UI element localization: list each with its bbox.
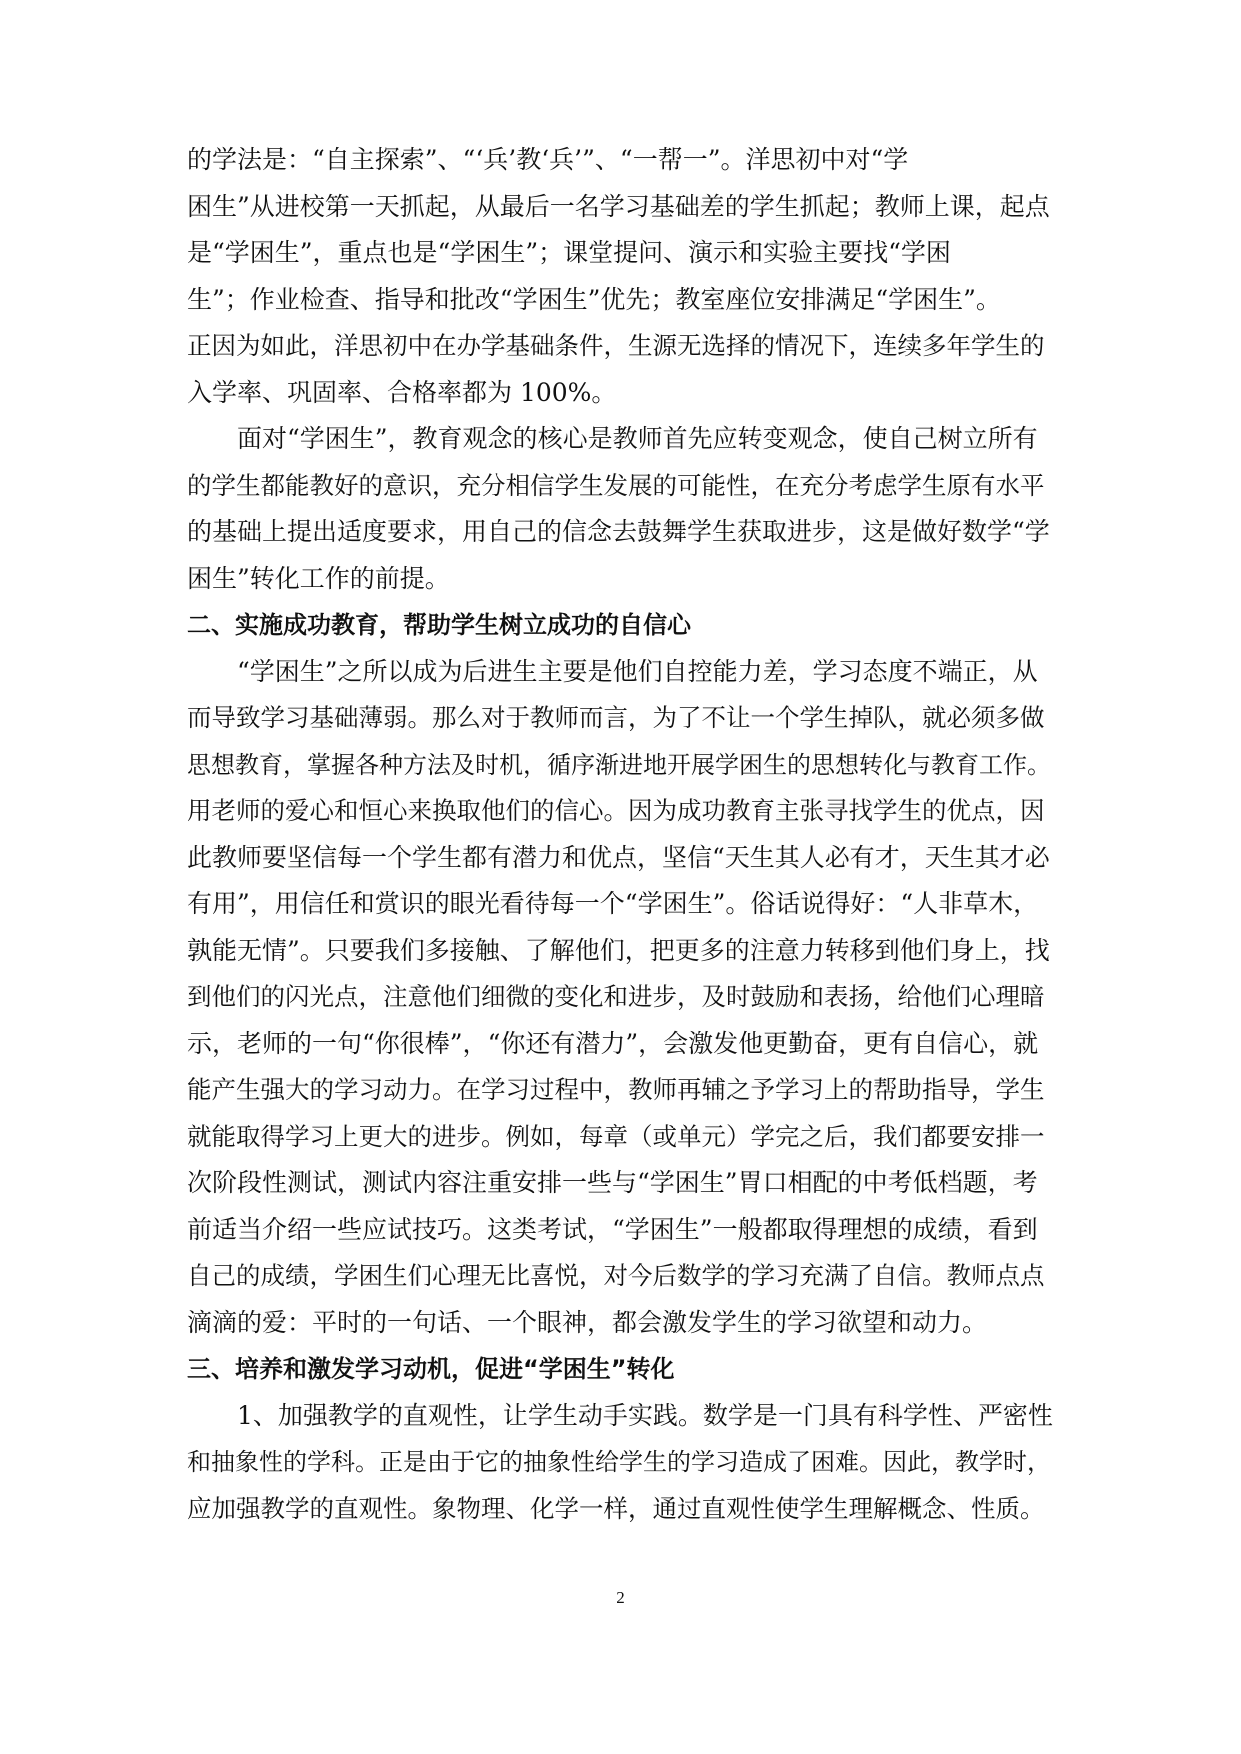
paragraph-line: 生”；作业检查、指导和批改“学困生”优先；教室座位安排满足“学困生”。 <box>187 284 1001 314</box>
paragraph-line: 正因为如此，洋思初中在办学基础条件，生源无选择的情况下，连续多年学生的 <box>187 331 1045 360</box>
paragraph-line: 滴滴的爱：平时的一句话、一个眼神，都会激发学生的学习欲望和动力。 <box>187 1307 988 1337</box>
paragraph-line: 就能取得学习上更大的进步。例如，每章（或单元）学完之后，我们都要安排一 <box>187 1121 1045 1151</box>
paragraph-line: 困生”从进校第一天抓起，从最后一名学习基础差的学生抓起；教师上课，起点 <box>187 191 1050 221</box>
paragraph-line: 能产生强大的学习动力。在学习过程中，教师再辅之予学习上的帮助指导，学生 <box>187 1075 1045 1104</box>
paragraph-line: 面对“学困生”，教育观念的核心是教师首先应转变观念，使自己树立所有 <box>237 424 1038 453</box>
paragraph-line: 此教师要坚信每一个学生都有潜力和优点，坚信“天生其人必有才，天生其才必 <box>187 842 1050 872</box>
paragraph-line: 是“学困生”，重点也是“学困生”；课堂提问、演示和实验主要找“学困 <box>187 238 951 267</box>
paragraph-line: “学困生”之所以成为后进生主要是他们自控能力差，学习态度不端正，从 <box>237 656 1038 686</box>
paragraph-line: 困生”转化工作的前提。 <box>187 563 450 593</box>
paragraph-line: 思想教育，掌握各种方法及时机，循序渐进地开展学困生的思想转化与教育工作。 <box>187 750 1051 779</box>
section-heading: 二、实施成功教育，帮助学生树立成功的自信心 <box>187 611 691 639</box>
paragraph-line: 到他们的闪光点，注意他们细微的变化和进步，及时鼓励和表扬，给他们心理暗 <box>187 982 1045 1011</box>
paragraph-line: 1、加强教学的直观性，让学生动手实践。数学是一门具有科学性、严密性 <box>237 1400 1053 1430</box>
paragraph-line: 示，老师的一句“你很棒”，“你还有潜力”，会激发他更勤奋，更有自信心，就 <box>187 1028 1039 1058</box>
page-number: 2 <box>616 1588 625 1607</box>
paragraph-line: 应加强教学的直观性。象物理、化学一样，通过直观性使学生理解概念、性质。 <box>187 1493 1045 1523</box>
paragraph-line: 的基础上提出适度要求，用自己的信念去鼓舞学生获取进步，这是做好数学“学 <box>187 517 1050 546</box>
paragraph-line: 入学率、巩固率、合格率都为 100%。 <box>187 377 617 407</box>
paragraph-line: 孰能无情”。只要我们多接触、了解他们，把更多的注意力转移到他们身上，找 <box>187 935 1050 965</box>
paragraph-line: 自己的成绩，学困生们心理无比喜悦，对今后数学的学习充满了自信。教师点点 <box>187 1261 1045 1290</box>
paragraph-line: 前适当介绍一些应试技巧。这类考试，“学困生”一般都取得理想的成绩，看到 <box>187 1214 1038 1244</box>
section-heading: 三、培养和激发学习动机，促进“学困生”转化 <box>187 1355 675 1383</box>
paragraph-line: 和抽象性的学科。正是由于它的抽象性给学生的学习造成了困难。因此，教学时， <box>187 1448 1051 1476</box>
paragraph-line: 的学生都能教好的意识，充分相信学生发展的可能性，在充分考虑学生原有水平 <box>187 470 1045 500</box>
paragraph-line: 用老师的爱心和恒心来换取他们的信心。因为成功教育主张寻找学生的优点，因 <box>187 796 1045 825</box>
paragraph-line: 而导致学习基础薄弱。那么对于教师而言，为了不让一个学生掉队，就必须多做 <box>187 703 1045 732</box>
paragraph-line: 次阶段性测试，测试内容注重安排一些与“学困生”胃口相配的中考低档题，考 <box>187 1168 1038 1197</box>
paragraph-line: 的学法是：“自主探索”、“‘兵’教‘兵’”、“一帮一”。洋思初中对“学 <box>187 145 909 174</box>
paragraph-line: 有用”，用信任和赏识的眼光看待每一个“学困生”。俗话说得好：“人非草木， <box>187 889 1039 918</box>
document-body <box>187 137 1055 1532</box>
